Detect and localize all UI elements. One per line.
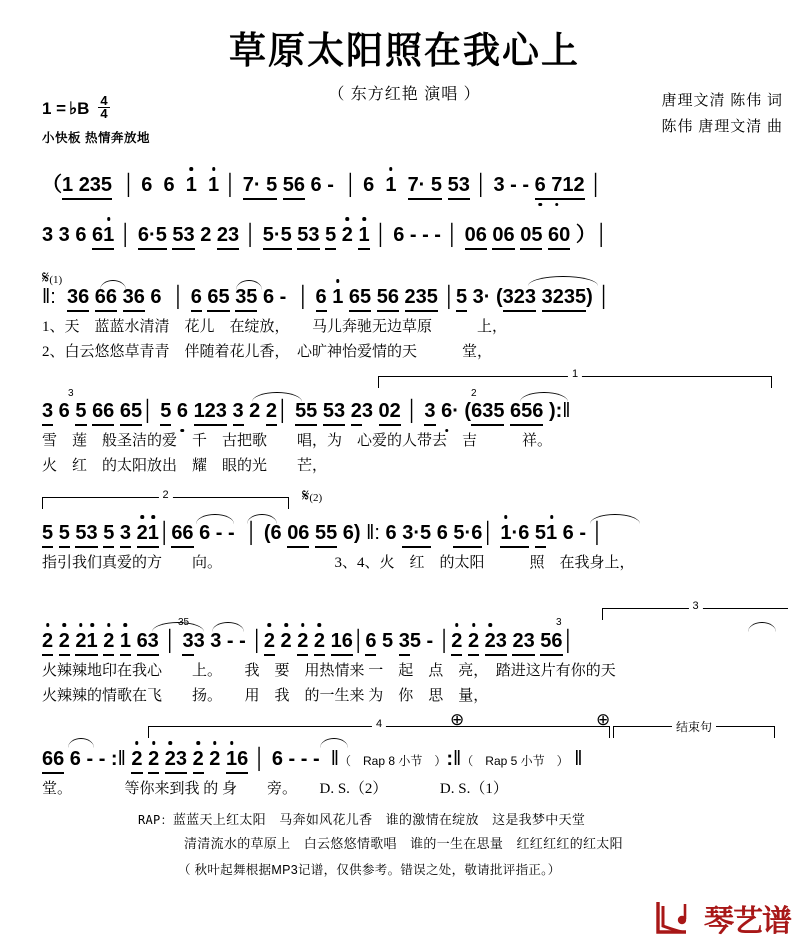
triplet-number: 2 <box>471 388 477 399</box>
slur-mark <box>590 514 640 524</box>
tempo-marking: 小快板 热情奔放地 <box>42 130 150 145</box>
lyric-line-chorus1: 火辣辣地印在我心 上。 我 要 用热情来 一 起 点 亮， 踏进这片有你的天 <box>42 663 616 679</box>
ending-phrase-label: 结束句 <box>672 718 716 735</box>
triplet-number: 35 <box>178 617 190 628</box>
volta-number: 3 <box>688 600 702 612</box>
lyric-line-verse2: 火 红 的太阳放出 耀 眼的光 芒， <box>42 458 328 474</box>
lyric-line-verse1: 雪 莲 般圣洁的爱 千 古把歌 唱，为 心爱的人带去 吉 祥。 <box>42 433 553 449</box>
notation-intro-2: 3 3 6 61 │ 6·5 53 2 23 │ 5·5 53 5 2 1 │ 6 - - - │ 06 06 05 60 ）│ <box>42 224 609 246</box>
system-chorus-b <box>0 710 809 798</box>
rap-5-bars-label: （ Rap 5 小节 ） <box>461 754 569 768</box>
key-value: ♭B <box>69 98 90 118</box>
slur-mark <box>528 276 598 286</box>
time-signature-denominator: 4 <box>100 106 108 122</box>
lyric-line-chorus-b: 堂。 等你来到我 的 身 旁。 D. S.（2） D. S.（1） <box>42 781 508 797</box>
composer-credit: 陈伟 唐理文清 曲 <box>661 119 783 136</box>
notation-chorus-b: 66 6 - - :‖ 2 2 23 2 2 16 │ 6 - - - ‖（ Rap 8 小节 ）:‖（ Rap 5 小节 ） ‖ <box>42 748 583 770</box>
rap-text-1: 蓝蓝天上红太阳 马奔如风花儿香 谁的激情在绽放 这是我梦中天堂 <box>172 812 586 827</box>
coda-icon: ⊕ <box>596 710 611 730</box>
system-intro-1 <box>0 168 809 197</box>
lyric-line-chorus2: 火辣辣的情歌在飞 扬。 用 我 的一生来 为 你 思 量， <box>42 688 489 704</box>
volta-bracket-2 <box>42 489 289 509</box>
page-title: 草原太阳照在我心上 <box>229 30 580 71</box>
site-logo[interactable] <box>652 896 791 940</box>
segno-1-icon: 𝄋(1) <box>42 268 63 288</box>
system-verse-a <box>0 268 809 361</box>
lyric-line-verse1: 1、天 蓝蓝水清清 花儿 在绽放， 马儿奔驰无边草原 上， <box>42 319 508 335</box>
volta-number: 4 <box>372 718 386 730</box>
slur-mark <box>152 622 204 632</box>
triplet-number: 3 <box>556 617 562 628</box>
system-verse-b <box>0 368 809 475</box>
lyric-line-verse2: 2、白云悠悠草青青 伴随着花儿香， 心旷神怡爱情的天 堂， <box>42 344 493 360</box>
segno-2-icon: 𝄋(2) <box>302 486 323 506</box>
time-signature-numerator: 4 <box>100 93 108 108</box>
notation-verse-c: 5 5 53 5 3 21│66 6 - - │ (6 06 55 6) ‖: 6 3·5 6 5·6│ 1·6 51 6 - │ <box>42 522 605 544</box>
notation-verse-b: 3 6 5 66 65│ 5 6 123 3 2 2│ 55 53 23 02 │ 3 6· (635 656 ):‖ <box>42 400 571 422</box>
credits-block <box>661 88 783 141</box>
coda-icon: ⊕ <box>450 710 465 730</box>
volta-bracket-1 <box>378 368 772 388</box>
slur-mark <box>196 514 234 524</box>
notation-verse-a: ‖: 36 66 36 6 │ 6 65 35 6 - │ 6 1 65 56 235 │5 3· (323 3235) │ <box>42 286 611 308</box>
transcription-note: （ 秋叶起舞根据MP3记谱，仅供参考。错误之处，敬请批评指正。） <box>178 863 561 878</box>
slur-mark <box>748 622 776 632</box>
key-prefix: 1 = <box>42 98 67 118</box>
volta-number: 1 <box>568 368 582 380</box>
key-signature-block <box>42 93 150 146</box>
singer-credit: （ 东方红艳 演唱 ） <box>328 85 481 103</box>
triplet-number: 3 <box>68 388 74 399</box>
notation-intro-1: （1 235 │ 6 6 1 1 │ 7· 5 56 6 - │ 6 1 7· 5 53 │ 3 - - 6 712 │ <box>42 174 603 196</box>
rap-line-1 <box>138 808 623 832</box>
rap-8-bars-label: （ Rap 8 小节 ） <box>339 754 447 768</box>
rap-block <box>138 808 623 882</box>
logo-text: 琴艺谱 <box>704 905 791 938</box>
slur-mark <box>68 738 94 748</box>
system-intro-2 <box>0 218 809 247</box>
lyric-line-verse-c: 指引我们真爱的方 向。 3、4、火 红 的太阳 照 在我身上， <box>42 555 635 571</box>
lyricist-credit: 唐理文清 陈伟 词 <box>661 93 783 109</box>
slur-mark <box>247 514 277 524</box>
time-signature <box>98 95 109 121</box>
ending-phrase-bracket <box>613 720 775 738</box>
system-verse-c <box>0 486 809 572</box>
slur-mark <box>212 622 244 632</box>
notation-chorus-a: 2 2 21 2 1 63 │ 33 3 - - │2 2 2 2 16│6 5 35 - │2 2 23 23 56│ <box>42 630 576 652</box>
rap-text-2: 清清流水的草原上 白云悠悠情歌唱 谁的一生在思量 红红红红的红太阳 <box>184 836 623 852</box>
volta-bracket-4 <box>148 718 610 738</box>
system-chorus-a <box>0 600 809 705</box>
volta-bracket-3 <box>602 600 788 620</box>
slur-mark <box>320 738 348 748</box>
qinyipu-logo-icon <box>652 898 698 938</box>
volta-number: 2 <box>158 489 172 501</box>
rap-label: RAP： <box>138 813 173 827</box>
